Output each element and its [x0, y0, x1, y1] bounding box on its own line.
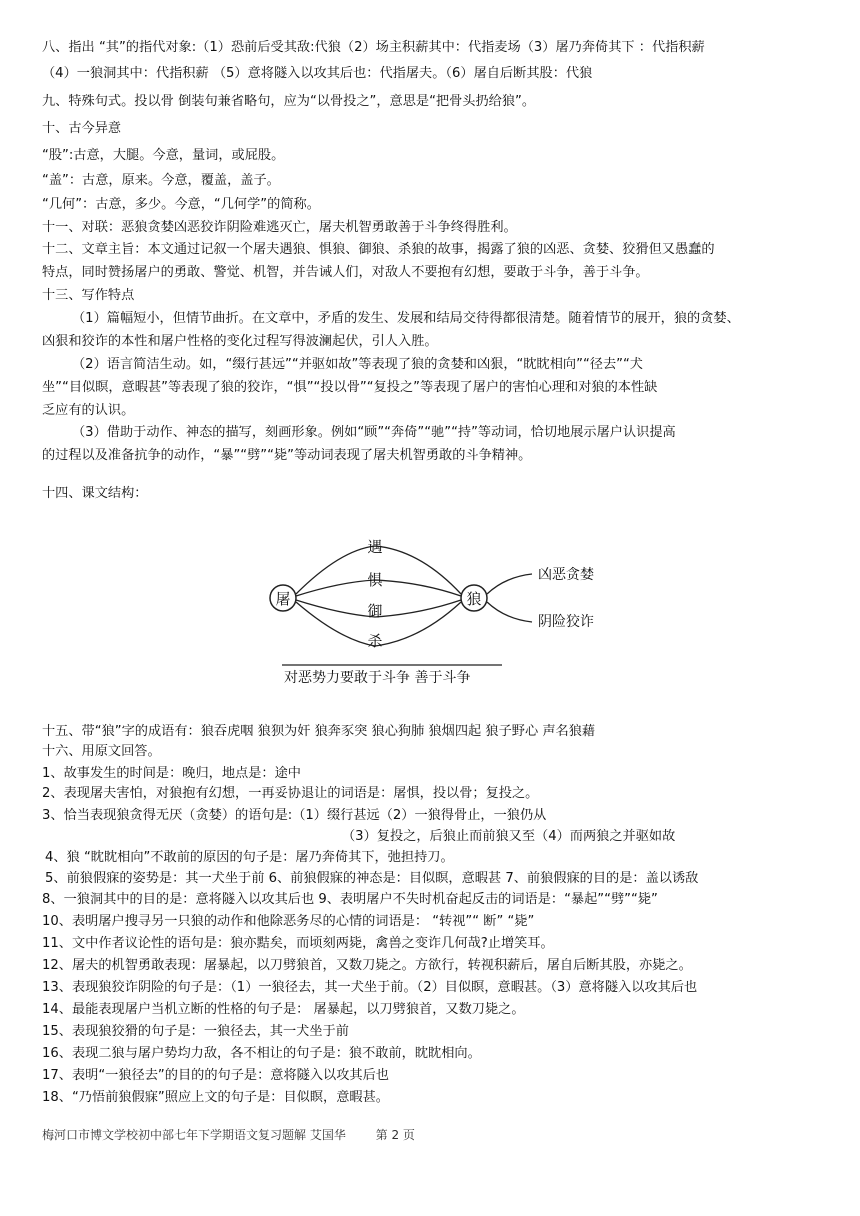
diagram-step-label: 杀	[367, 632, 383, 650]
structure-diagram	[0, 522, 860, 702]
list-item: 1、故事发生的时间是：晚归，地点是：途中	[42, 766, 301, 781]
footer-text: 梅河口市博文学校初中部七年下学期语文复习题解 艾国华	[42, 1128, 346, 1142]
diagram-node-wolf-label: 狼	[466, 590, 482, 608]
list-item: 13、表现狼狡诈阴险的句子是：（1）一狼径去，其一犬坐于前。（2）目似瞑，意暇甚。（3）意将隧入以攻其后也	[42, 980, 698, 995]
text-line: 坐”“目似瞑，意暇甚”等表现了狼的狡诈，“惧”“投以骨”“复投之”等表现了屠户的害怕心理和对狼的本性缺	[42, 380, 658, 395]
text-line: “几何”：古意，多少。今意，“几何学”的简称。	[42, 197, 320, 212]
list-item: 4、狼 “眈眈相向”不敢前的原因的句子是：屠乃奔倚其下，弛担持刀。	[45, 850, 454, 865]
section-heading: 十四、课文结构：	[42, 486, 148, 501]
section-heading: 十六、用原文回答。	[42, 744, 161, 759]
text-line: （2）语言简洁生动。如，“缀行甚远”“并驱如故”等表现了狼的贪婪和凶狠，“眈眈相向”“径去”“犬	[72, 357, 643, 372]
list-item: 16、表现二狼与屠户势均力敌，各不相让的句子是：狼不敢前，眈眈相向。	[42, 1046, 481, 1061]
diagram-branch-upper	[487, 574, 532, 594]
text-line: 十二、文章主旨：本文通过记叙一个屠夫遇狼、惧狼、御狼、杀狼的故事，揭露了狼的凶恶、贪婪、狡猾但又愚蠢的	[42, 242, 715, 257]
page-number: 第 2 页	[375, 1128, 415, 1142]
section-heading: 十、古今异意	[42, 121, 122, 136]
diagram-node-butcher-label: 屠	[275, 590, 291, 608]
section-heading: 十三、写作特点	[42, 288, 135, 303]
diagram-trait-label: 阴险狡诈	[538, 614, 594, 630]
list-item-continued: （3）复投之，后狼止而前狼又至（4）而两狼之并驱如故	[342, 829, 676, 844]
text-line: “盖”：古意，原来。今意，覆盖，盖子。	[42, 173, 280, 188]
list-item: 10、表明屠户搜寻另一只狼的动作和他除恶务尽的心情的词语是： “转视”“ 断” “毙”	[42, 914, 535, 929]
text-line: （4）一狼洞其中：代指积薪 （5）意将隧入以攻其后也：代指屠夫。（6）屠自后断其股：代狼	[42, 66, 593, 81]
text-line: （1）篇幅短小，但情节曲折。在文章中，矛盾的发生、发展和结局交待得都很清楚。随着情节的展开，狼的贪婪、	[72, 311, 740, 326]
diagram-trait-label: 凶恶贪婪	[538, 567, 594, 583]
text-line: （3）借助于动作、神态的描写，刻画形象。例如“顾”“奔倚”“驰”“持”等动词，恰切地展示屠户认识提高	[72, 425, 676, 440]
diagram-step-label: 惧	[367, 571, 383, 589]
text-line: “股”:古意，大腿。今意，量词，或屁股。	[42, 148, 285, 163]
list-item: 5、前狼假寐的姿势是：其一犬坐于前 6、前狼假寐的神态是：目似瞑，意暇甚 7、前狼假寐的目的是：盖以诱敌	[45, 871, 699, 886]
list-item: 17、表明“一狼径去”的目的的句子是：意将隧入以攻其后也	[42, 1068, 389, 1083]
list-item: 14、最能表现屠户当机立断的性格的句子是： 屠暴起，以刀劈狼首，又数刀毙之。	[42, 1002, 525, 1017]
text-line: 九、特殊句式。投以骨 倒装句兼省略句，应为“以骨投之”，意思是“把骨头扔给狼”。	[42, 94, 536, 109]
text-line: 八、指出 “其”的指代对象:（1）恐前后受其敌:代狼（2）场主积薪其中：代指麦场（3）屠乃奔倚其下 ：代指积薪	[42, 40, 705, 55]
list-item: 12、屠夫的机智勇敢表现：屠暴起，以刀劈狼首，又数刀毙之。方欲行，转视积薪后，屠自后断其股，亦毙之。	[42, 958, 692, 973]
list-item: 2、表现屠夫害怕，对狼抱有幻想，一再妥协退让的词语是：屠惧，投以骨；复投之。	[42, 786, 539, 801]
list-item: 8、一狼洞其中的目的是：意将隧入以攻其后也 9、表明屠户不失时机奋起反击的词语是：“暴起”“劈”“毙”	[42, 892, 658, 907]
text-line: 的过程以及准备抗争的动作，“暴”“劈”“毙”等动词表现了屠夫机智勇敢的斗争精神。	[42, 448, 532, 463]
text-line: 特点，同时赞扬屠户的勇敢、警觉、机智，并告诫人们，对敌人不要抱有幻想，要敢于斗争，善于斗争。	[42, 265, 649, 280]
text-line: 凶狠和狡诈的本性和屠户性格的变化过程写得波澜起伏，引人入胜。	[42, 334, 438, 349]
list-item: 11、文中作者议论性的语句是：狼亦黠矣，而顷刻两毙，禽兽之变诈几何哉?止增笑耳。	[42, 936, 554, 951]
diagram-branch-lower	[487, 602, 532, 622]
text-line: 十五、带“狼”字的成语有：狼吞虎咽 狼狈为奸 狼奔豕突 狼心狗肺 狼烟四起 狼子野心 声名狼藉	[42, 724, 596, 739]
text-line: 乏应有的认识。	[42, 403, 135, 418]
list-item: 3、恰当表现狼贪得无厌（贪婪）的语句是:（1）缀行甚远（2）一狼得骨止，一狼仍从	[42, 808, 547, 823]
page-footer	[42, 1126, 415, 1143]
diagram-caption: 对恶势力要敢于斗争 善于斗争	[284, 670, 471, 686]
text-line: 十一、对联：恶狼贪婪凶恶狡诈阴险难逃灭亡，屠夫机智勇敢善于斗争终得胜利。	[42, 220, 517, 235]
list-item: 18、“乃悟前狼假寐”照应上文的句子是：目似瞑，意暇甚。	[42, 1090, 389, 1105]
list-item: 15、表现狼狡猾的句子是：一狼径去，其一犬坐于前	[42, 1024, 349, 1039]
diagram-step-label: 遇	[367, 538, 383, 556]
diagram-step-label: 御	[367, 602, 383, 620]
